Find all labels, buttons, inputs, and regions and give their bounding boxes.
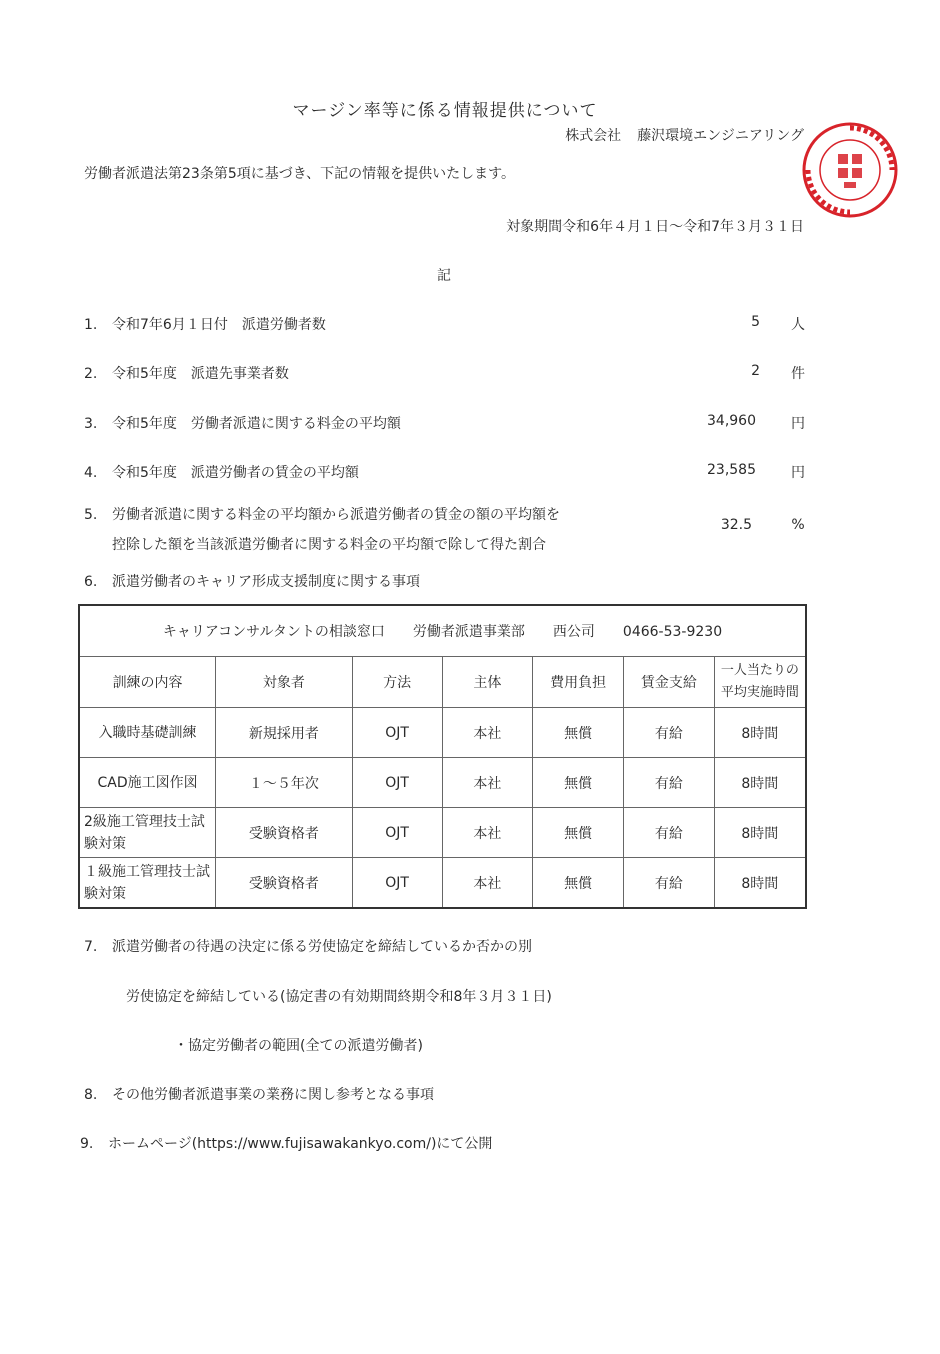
contact-row [79,605,806,657]
item-2 [84,363,289,383]
cell-cost: 無償 [533,808,624,858]
item-label: 派遣先事業者数 [190,366,289,382]
cell-time: 8時間 [714,708,806,758]
item-number: 1. [84,317,98,333]
contact-label: キャリアコンサルタントの相談窓口 [162,624,385,640]
contact-person: 西公司 [552,624,595,640]
column-header: 賃金支給 [623,657,714,708]
column-header: 対象者 [216,657,353,708]
cell-time: 8時間 [714,858,806,909]
company-type: 株式会社 [565,128,622,144]
item-3-unit: 円 [791,416,805,432]
item-label: その他労働者派遣事業の業務に関し参考となる事項 [112,1087,434,1103]
table-row [79,858,806,909]
item-4-value: 23,585 [707,462,756,478]
table-header-row [79,657,806,708]
item-period: 令和7年6月１日付 [112,317,228,333]
contact-dept: 労働者派遣事業部 [412,624,525,640]
item-5-value: 32.5 [720,517,752,533]
item-6 [84,571,420,591]
cell-method: OJT [352,758,442,808]
cell-target: 受験資格者 [216,858,353,909]
item-3-value: 34,960 [707,413,756,429]
item-label: 派遣労働者数 [241,317,326,333]
item-label: 派遣労働者の賃金の平均額 [190,465,359,481]
table-row [79,758,806,808]
table-row [79,808,806,858]
item-2-unit: 件 [791,366,805,382]
header-line: 平均実施時間 [720,685,799,700]
cell-content: CAD施工図作図 [79,758,216,808]
table-row [79,708,806,758]
contact-phone: 0466-53-9230 [622,624,723,640]
column-header: 方法 [352,657,442,708]
item-number: 9. [80,1136,94,1152]
company-seal [800,120,900,220]
cell-method: OJT [352,808,442,858]
item-label: 労働者派遣に関する料金の平均額 [190,416,401,432]
item-period: 令和5年度 [112,416,177,432]
item-label: 派遣労働者の待遇の決定に係る労使協定を締結しているか否かの別 [112,939,532,955]
item-7 [84,936,532,956]
item-5-line-2: 控除した額を当該派遣労働者に関する料金の平均額で除して得た割合 [112,537,546,553]
career-support-table [78,604,807,909]
cell-content: 2級施工管理技士試験対策 [79,808,216,858]
column-header: 費用負担 [533,657,624,708]
cell-time: 8時間 [714,758,806,808]
cell-cost: 無償 [533,708,624,758]
item-3 [84,413,401,433]
item-number: 5. [84,507,98,523]
item-2-value: 2 [751,363,760,379]
cell-entity: 本社 [442,858,533,909]
item-5-line-1 [84,504,560,524]
item-label: 派遣労働者のキャリア形成支援制度に関する事項 [112,574,420,590]
item-number: 4. [84,465,98,481]
company-name [565,125,804,145]
item-4 [84,462,359,482]
cell-content: 入職時基礎訓練 [79,708,216,758]
column-header: 訓練の内容 [79,657,216,708]
item-period: 令和5年度 [112,465,177,481]
document-title: マージン率等に係る情報提供について [292,101,598,121]
item-period: 令和5年度 [112,366,177,382]
intro-text: 労働者派遣法第23条第5項に基づき、下記の情報を提供いたします。 [84,166,516,182]
cell-content: １級施工管理技士試験対策 [79,858,216,909]
cell-wage: 有給 [623,808,714,858]
item-number: 6. [84,574,98,590]
cell-entity: 本社 [442,758,533,808]
item-1-unit: 人 [791,317,805,333]
cell-target: １～５年次 [216,758,353,808]
item-9 [80,1133,492,1153]
item-label: ホームページ(https://www.fujisawakankyo.com/)にて公開 [108,1136,493,1152]
cell-cost: 無償 [533,758,624,808]
item-1 [84,314,326,334]
item-number: 8. [84,1087,98,1103]
cell-cost: 無償 [533,858,624,909]
ki-heading: 記 [437,268,451,284]
item-7-detail: 労使協定を締結している(協定書の有効期間終期令和8年３月３１日) [126,989,552,1005]
item-4-unit: 円 [791,465,805,481]
item-number: 2. [84,366,98,382]
column-header: 主体 [442,657,533,708]
cell-entity: 本社 [442,808,533,858]
cell-target: 新規採用者 [216,708,353,758]
cell-wage: 有給 [623,858,714,909]
item-8 [84,1084,434,1104]
cell-method: OJT [352,708,442,758]
cell-wage: 有給 [623,708,714,758]
cell-entity: 本社 [442,708,533,758]
cell-method: OJT [352,858,442,909]
item-number: 7. [84,939,98,955]
cell-wage: 有給 [623,758,714,808]
item-number: 3. [84,416,98,432]
column-header [714,657,806,708]
header-line: 一人当たりの [720,663,799,678]
item-label: 労働者派遣に関する料金の平均額から派遣労働者の賃金の額の平均額を [112,507,560,523]
item-1-value: 5 [751,314,760,330]
company-name-text: 藤沢環境エンジニアリング [637,128,804,144]
item-7-scope: ・協定労働者の範囲(全ての派遣労働者) [174,1038,423,1054]
item-5-unit: % [791,517,805,533]
cell-target: 受験資格者 [216,808,353,858]
target-period: 対象期間令和6年４月１日～令和7年３月３１日 [506,219,804,235]
cell-time: 8時間 [714,808,806,858]
